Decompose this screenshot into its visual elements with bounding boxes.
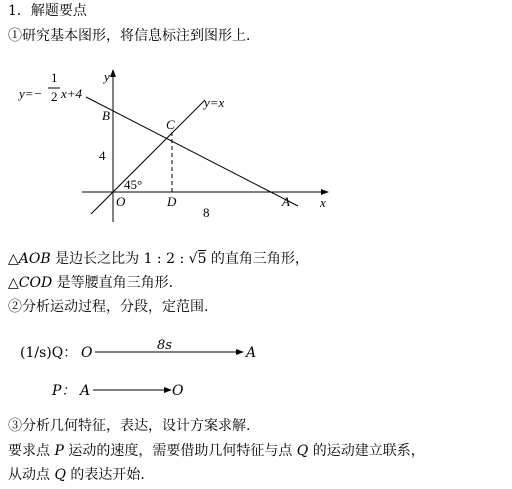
heading: 1．解题要点 <box>8 3 87 19</box>
para1-a: 要求点 <box>8 443 55 459</box>
point-d-label: D <box>167 194 177 209</box>
para1-c: 的运动建立联系， <box>308 443 425 459</box>
frac-num: 1 <box>51 70 58 85</box>
para1 <box>8 443 425 459</box>
aob-name: AOB <box>18 251 51 267</box>
point-q: Q <box>296 443 309 459</box>
aob-mid: 是边长之比为 <box>50 251 144 267</box>
line2-label: y=x <box>204 95 225 110</box>
triangle-symbol: △ <box>8 251 19 267</box>
length-4-label: 4 <box>99 148 106 163</box>
sqrt-arg: 5 <box>197 251 207 267</box>
para2-a: 从动点 <box>8 467 55 483</box>
triangle-symbol: △ <box>8 275 19 291</box>
line1-label: y=− <box>19 86 43 101</box>
length-8-label: 8 <box>203 205 210 220</box>
point-p: P <box>54 443 64 459</box>
q-to: A <box>246 345 257 361</box>
point-a-label: A <box>282 194 290 209</box>
sqrt-symbol: √ <box>188 251 198 267</box>
p-from: A <box>80 383 91 399</box>
q-time: 8s <box>157 338 172 353</box>
aob-end: 的直角三角形， <box>206 251 309 267</box>
aob-line <box>8 251 309 267</box>
p-label: P： <box>52 383 76 399</box>
angle-label: 45° <box>124 177 143 192</box>
point-q: Q <box>54 467 66 483</box>
aob-ratio: 1 : 2 : <box>143 251 189 267</box>
step3-text: ③分析几何特征，表达，设计方案求解. <box>8 418 251 434</box>
para1-b: 运动的速度，需要借助几何特征与点 <box>63 443 297 459</box>
p-to: O <box>172 383 184 399</box>
cod-line <box>8 275 173 291</box>
point-o-label: O <box>116 194 126 209</box>
line1-label-suffix: x+4 <box>61 86 83 101</box>
q-label: (1/s)Q： <box>20 345 78 361</box>
axis-x-label: x <box>320 195 326 210</box>
frac-den: 2 <box>51 89 58 104</box>
cod-name: COD <box>18 275 53 291</box>
step2-text: ②分析运动过程，分段，定范围. <box>8 299 209 315</box>
para2-b: 的表达开始. <box>65 467 145 483</box>
point-c-label: C <box>166 117 175 132</box>
point-b-label: B <box>102 108 110 123</box>
step1-text: ①研究基本图形，将信息标注到图形上． <box>8 28 260 44</box>
q-from: O <box>81 345 93 361</box>
para2 <box>8 467 145 483</box>
axis-y-label: y <box>104 69 110 84</box>
cod-end: 是等腰直角三角形. <box>52 275 174 291</box>
